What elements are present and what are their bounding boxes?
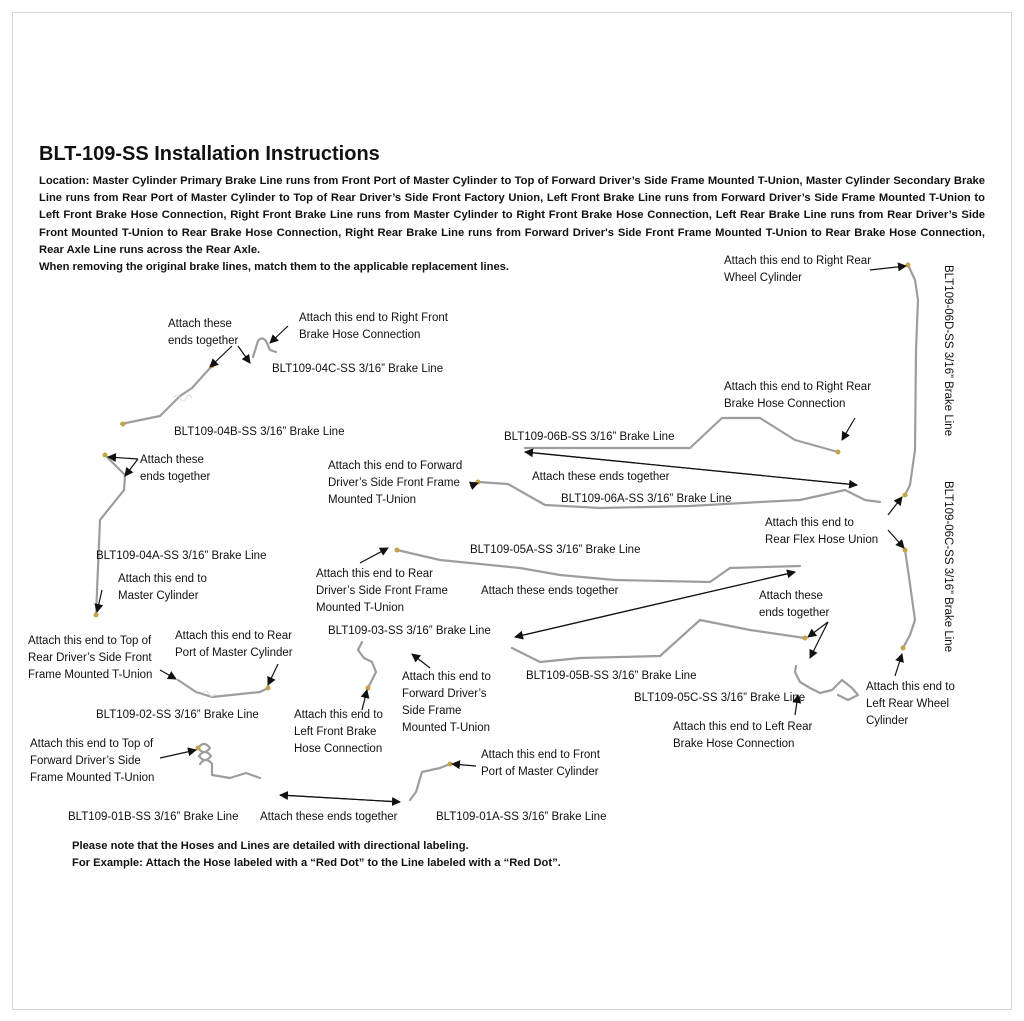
line-label-05b: BLT109-05B-SS 3/16” Brake Line: [526, 670, 697, 682]
line-label-04a: BLT109-04A-SS 3/16” Brake Line: [96, 550, 267, 562]
line-label-06c: BLT109-06C-SS 3/16” Brake Line: [942, 481, 954, 653]
line-label-03: BLT109-03-SS 3/16” Brake Line: [328, 625, 491, 637]
callout-front-port-master: Attach this end to Front Port of Master Cylinder: [481, 749, 600, 778]
callout-right-rear-brake-hose: Attach this end to Right Rear Brake Hose Connection: [724, 381, 872, 410]
callout-attach-together-3: Attach these ends together: [532, 471, 670, 483]
pipe-02: [178, 680, 271, 697]
page-title: BLT-109-SS Installation Instructions: [39, 143, 380, 165]
pipe-03: [358, 642, 376, 691]
callout-top-forward-tunion: Attach this end to Top of Forward Driver’s Side Frame Mounted T-Union: [30, 738, 155, 784]
callout-top-rear-tunion: Attach this end to Top of Rear Driver’s Side Front Frame Mounted T-Union: [28, 635, 153, 681]
callout-right-rear-wheel-cylinder: Attach this end to Right Rear Wheel Cylinder: [724, 255, 872, 284]
callout-right-front-brake-hose: Attach this end to Right Front Brake Hose Connection: [299, 312, 448, 341]
callout-attach-together-1: Attach these ends together: [168, 318, 239, 347]
removing-note: When removing the original brake lines, match them to the applicable replacement lines.: [39, 261, 509, 274]
note-line-1: Please note that the Hoses and Lines are detailed with directional labeling.: [72, 840, 469, 852]
callout-left-rear-wheel-cylinder: Attach this end to Left Rear Wheel Cylinder: [866, 681, 955, 727]
pipe-04b: [121, 364, 215, 427]
callout-attach-together-5: Attach these ends together: [759, 590, 830, 619]
callout-rear-frame-tunion: Attach this end to Rear Driver’s Side Front Frame Mounted T-Union: [316, 568, 448, 614]
footer-note: [72, 838, 561, 872]
note-line-2: For Example: Attach the Hose labeled with a “Red Dot” to the Line labeled with a “Red Dot”.: [72, 857, 561, 869]
callout-attach-together-4: Attach these ends together: [481, 585, 619, 597]
line-label-06a: BLT109-06A-SS 3/16” Brake Line: [561, 493, 732, 505]
callout-attach-together-2: Attach these ends together: [140, 454, 211, 483]
line-label-04c: BLT109-04C-SS 3/16” Brake Line: [272, 363, 444, 375]
line-label-05a: BLT109-05A-SS 3/16” Brake Line: [470, 544, 641, 556]
line-label-06b: BLT109-06B-SS 3/16” Brake Line: [504, 431, 675, 443]
location-paragraph: Location: Master Cylinder Primary Brake Line runs from Front Port of Master Cylinder to Top of Forward Driver’s Side Frame Mounted T-Union, Master Cylinder Secondary Brake Line runs from Rear Port of Master Cylinder to Top of Rear Driver’s Side Front Factory Union, Left Front Brake Line runs from Forward Driver’s Side Frame Mounted T-Union to Left Front Brake Hose Connection, Right Front Brake Line runs from Master Cylinder to Right Front Brake Hose Connection, Left Rear Brake Line runs from Rear Driver’s Side Front Mounted T-Union to Rear Brake Hose Connection, Right Rear Brake Line runs from Forward Driver's Side Front Frame Mounted T-Union to Rear Brake Hose Connection, Rear Axle Line runs across the Rear Axle.: [39, 175, 985, 256]
line-label-04b: BLT109-04B-SS 3/16” Brake Line: [174, 426, 345, 438]
line-label-01b: BLT109-01B-SS 3/16” Brake Line: [68, 811, 239, 823]
callout-left-front-brake-hose: Attach this end to Left Front Brake Hose Connection: [294, 709, 383, 755]
line-label-05c: BLT109-05C-SS 3/16” Brake Line: [634, 692, 806, 704]
callout-attach-together-6: Attach these ends together: [260, 811, 398, 823]
callout-rear-port-master: Attach this end to Rear Port of Master Cylinder: [175, 630, 293, 659]
callout-forward-frame-tunion: Attach this end to Forward Driver’s Side Front Frame Mounted T-Union: [328, 460, 463, 506]
callout-left-rear-brake-hose: Attach this end to Left Rear Brake Hose Connection: [673, 721, 813, 750]
line-label-06d: BLT109-06D-SS 3/16” Brake Line: [942, 265, 954, 437]
line-label-02: BLT109-02-SS 3/16” Brake Line: [96, 709, 259, 721]
callout-forward-frame-tunion-2: Attach this end to Forward Driver’s Side Frame Mounted T-Union: [402, 671, 491, 734]
line-label-01a: BLT109-01A-SS 3/16” Brake Line: [436, 811, 607, 823]
callout-master-cylinder: Attach this end to Master Cylinder: [118, 573, 207, 602]
pipe-01b: [196, 744, 261, 778]
pipe-01a: [410, 762, 453, 801]
callout-rear-flex-hose-union: Attach this end to Rear Flex Hose Union: [765, 517, 879, 546]
pipe-06c: [901, 548, 916, 651]
pipe-05b: [512, 620, 808, 662]
pipe-06d: [903, 263, 919, 498]
